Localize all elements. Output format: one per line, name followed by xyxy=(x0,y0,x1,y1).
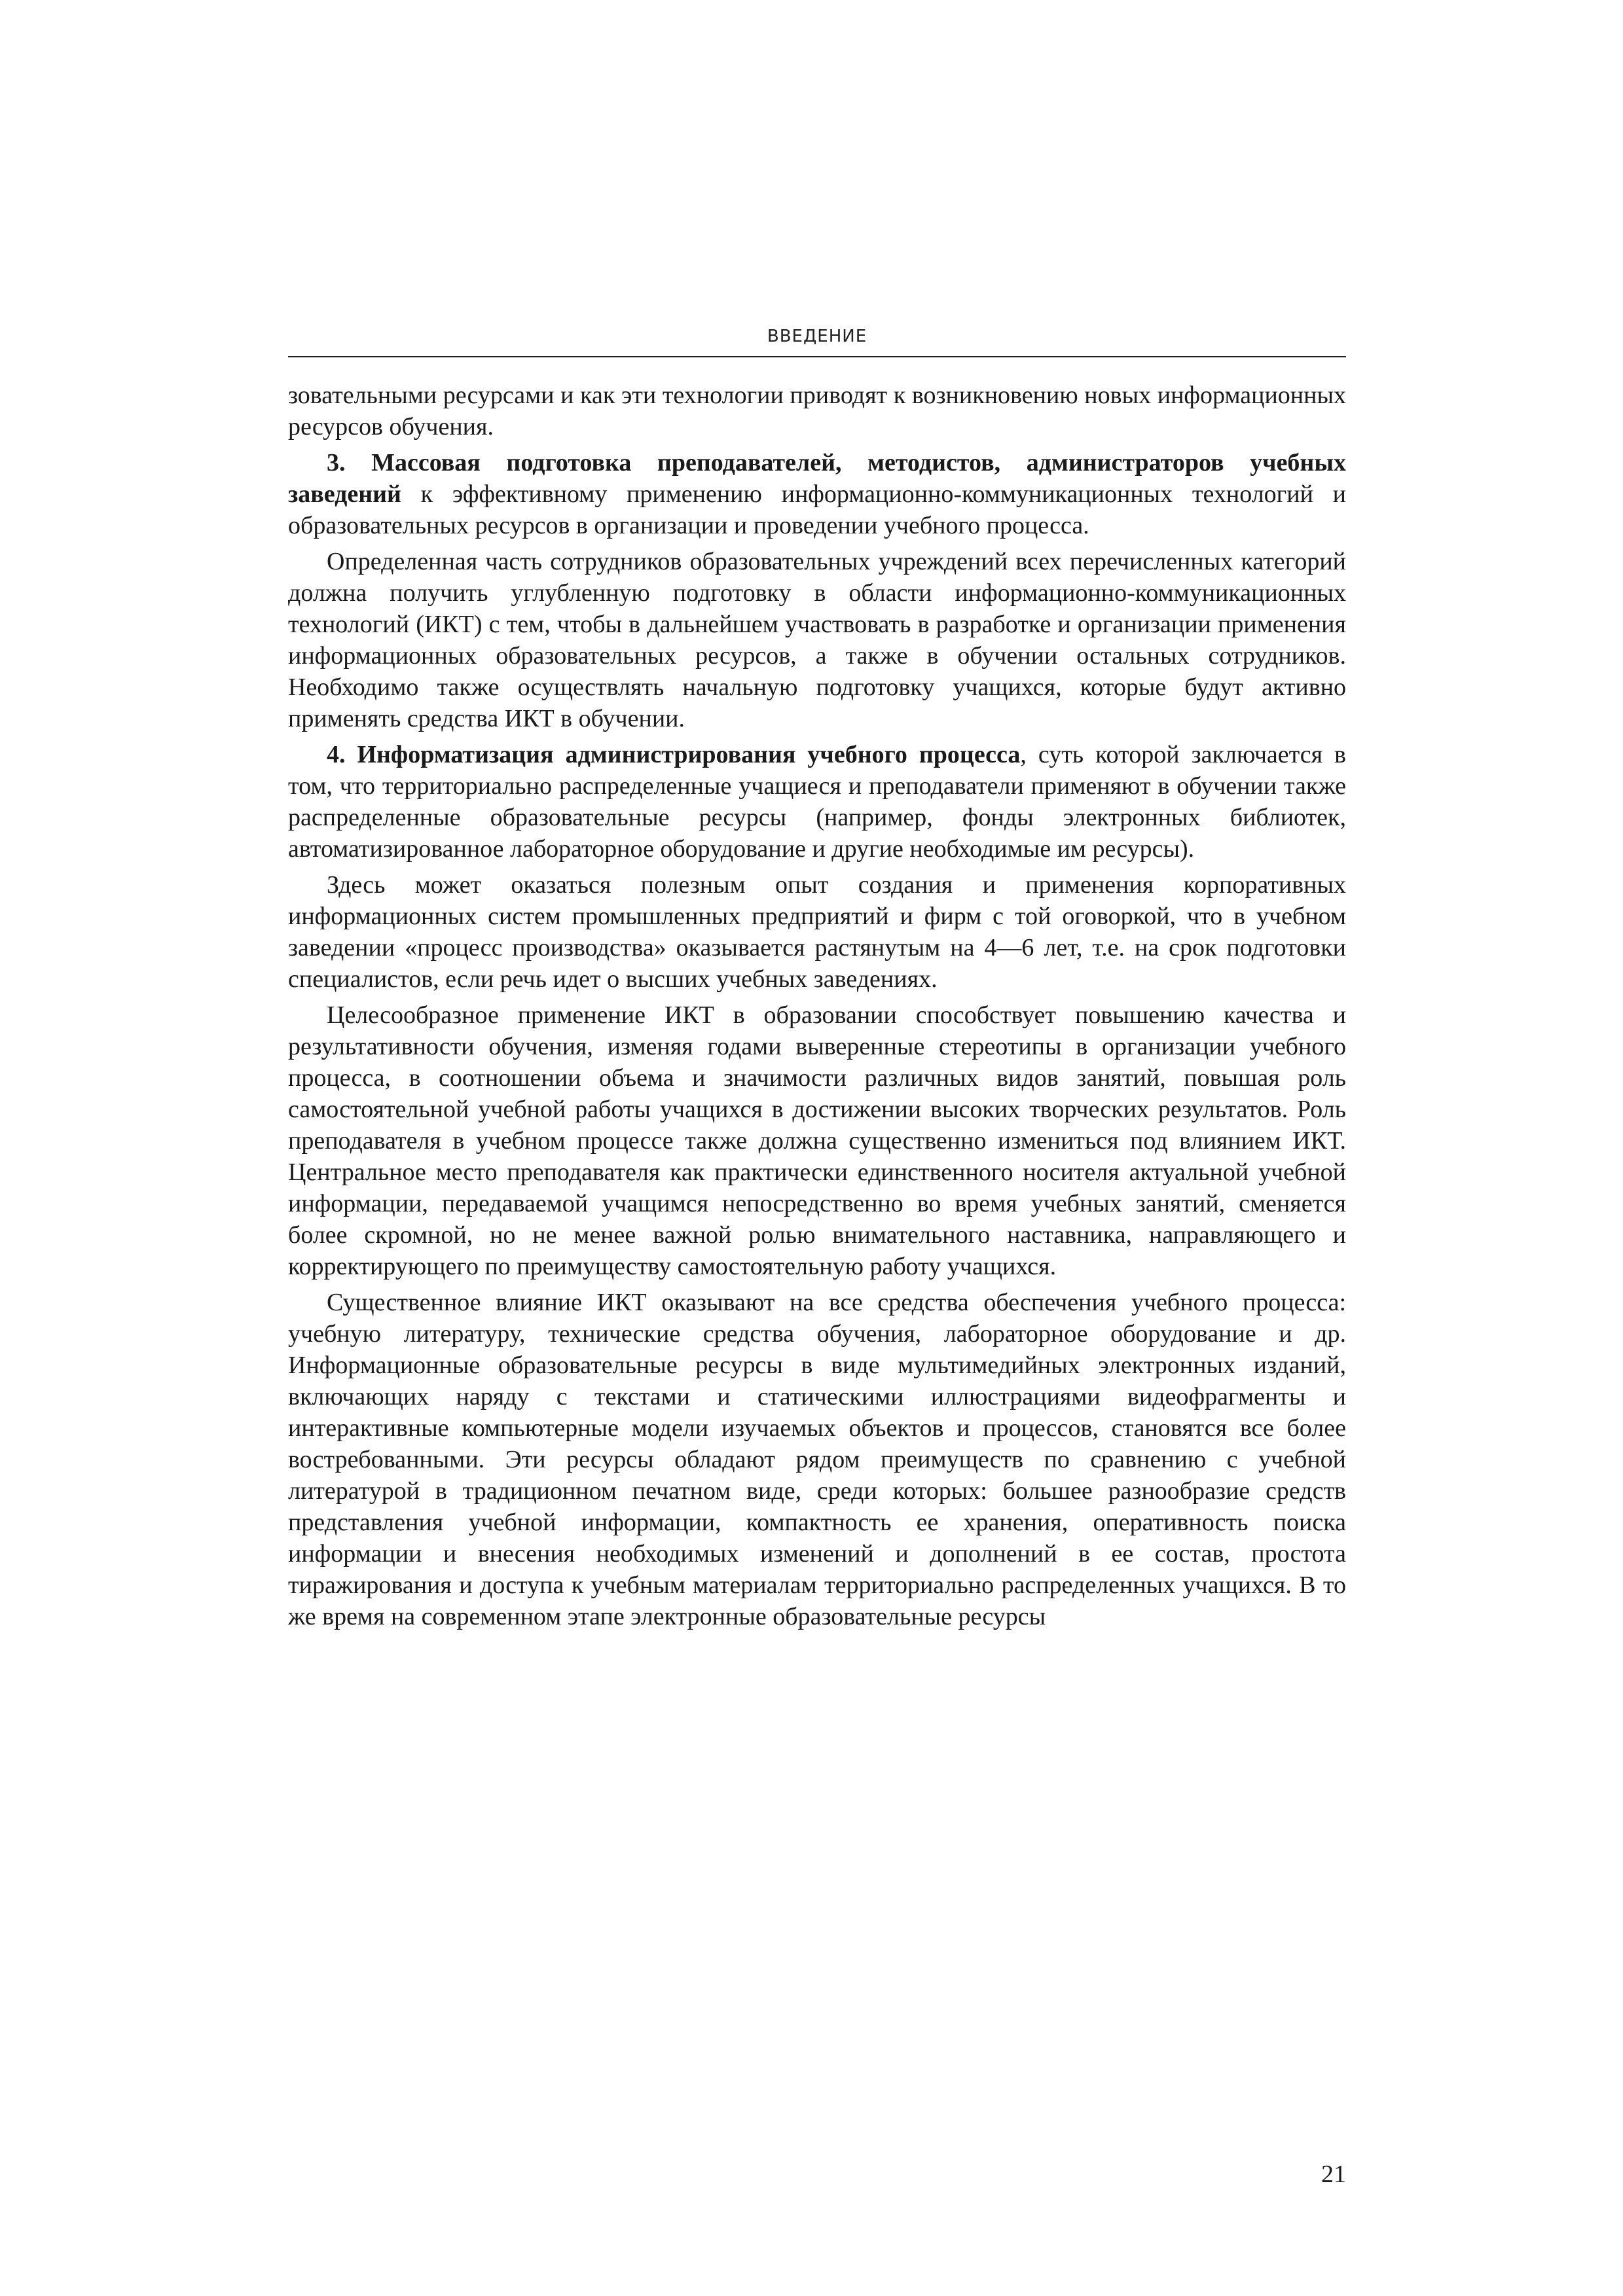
page-number: 21 xyxy=(1321,2161,1346,2188)
body-text xyxy=(288,380,1346,1637)
paragraph-2-text: к эффективному применению информационно-коммуникационных технологий и образовательных ресурсов в организации и проведении учебного процесса. xyxy=(288,480,1346,539)
paragraph-3: Определенная часть сотрудников образовательных учреждений всех перечисленных категорий должна получить углубленную подготовку в области информационно-коммуникационных технологий (ИКТ) с тем, чтобы в дальнейшем участвовать в разработке и организации применения информационных образовательных ресурсов, а также в обучении остальных сотрудников. Необходимо также осуществлять начальную подготовку учащихся, которые будут активно применять средства ИКТ в обучении. xyxy=(288,548,1346,732)
paragraph-2-heading: 3. Массовая подготовка преподавателей, методистов, администраторов учебных заведений xyxy=(288,449,1346,508)
paragraph-5: Здесь может оказаться полезным опыт создания и применения корпоративных информационных систем промышленных предприятий и фирм с той оговоркой, что в учебном заведении «процесс производства» оказывается растянутым на 4—6 лет, т.е. на срок подготовки специалистов, если речь идет о высших учебных заведениях. xyxy=(288,871,1346,993)
paragraph-4-text: , суть которой заключается в том, что территориально распределенные учащиеся и преподаватели применяют в обучении также распределенные образовательные ресурсы (например, фонды электронных библиотек, автоматизированное лабораторное оборудование и другие необходимые им ресурсы). xyxy=(288,741,1346,863)
running-head: ВВЕДЕНИЕ xyxy=(767,327,867,346)
paragraph-1: зовательными ресурсами и как эти технологии приводят к возникновению новых информационных ресурсов обучения. xyxy=(288,382,1346,440)
paragraph-4 xyxy=(288,739,1346,865)
paragraph-6: Целесообразное применение ИКТ в образовании способствует повышению качества и результативности обучения, изменяя годами выверенные стереотипы в организации учебного процесса, в соотношении объема и значимости различных видов занятий, повышая роль самостоятельной учебной работы учащихся в достижении высоких творческих результатов. Роль преподавателя в учебном процессе также должна существенно измениться под влиянием ИКТ. Центральное место преподавателя как практически единственного носителя актуальной учебной информации, передаваемой учащимся непосредственно во время учебных занятий, сменяется более скромной, но не менее важной ролью внимательного наставника, направляющего и корректирующего по преимуществу самостоятельную работу учащихся. xyxy=(288,1001,1346,1280)
paragraph-4-heading: 4. Информатизация администрирования учебного процесса xyxy=(327,741,1021,768)
paragraph-7: Существенное влияние ИКТ оказывают на все средства обеспечения учебного процесса: учебную литературу, технические средства обучения, лабораторное оборудование и др. Информационные образовательные ресурсы в виде мультимедийных электронных изданий, включающих наряду с текстами и статическими иллюстрациями видеофрагменты и интерактивные компьютерные модели изучаемых объектов и процессов, становятся все более востребованными. Эти ресурсы обладают рядом преимуществ по сравнению с учебной литературой в традиционном печатном виде, среди которых: большее разнообразие средств представления учебной информации, компактность ее хранения, оперативность поиска информации и внесения необходимых изменений и дополнений в ее состав, простота тиражирования и доступа к учебным материалам территориально распределенных учащихся. В то же время на современном этапе электронные образовательные ресурсы xyxy=(288,1289,1346,1630)
paragraph-2 xyxy=(288,447,1346,541)
header-rule xyxy=(288,356,1346,357)
